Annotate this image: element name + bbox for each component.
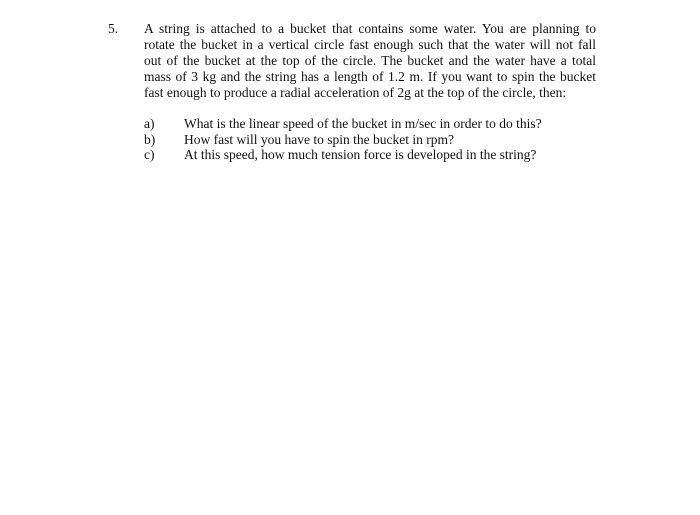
sub-question-text: How fast will you have to spin the bucket in rpm? <box>184 131 454 147</box>
problem-line: mass of 3 kg and the string has a length of 1.2 m. If you want to spin the bucket <box>144 69 596 84</box>
sub-question-text: At this speed, how much tension force is developed in the string? <box>184 147 537 162</box>
sub-question-text: What is the linear speed of the bucket in m/sec in order to do this? <box>184 116 542 131</box>
sub-question-c <box>144 147 604 163</box>
sub-question-list <box>144 116 604 163</box>
problem-line: out of the bucket at the top of the circle. The bucket and the water have a total <box>144 53 596 68</box>
sub-question-label: c) <box>144 147 155 162</box>
problem-line: rotate the bucket in a vertical circle fast enough such that the water will not fall <box>144 37 596 52</box>
sub-question-label: b) <box>144 131 156 147</box>
problem-line: fast enough to produce a radial acceleration of 2g at the top of the circle, then: <box>144 85 567 100</box>
sub-question-b <box>144 132 604 148</box>
problem-statement <box>144 21 596 101</box>
sub-question-a <box>144 116 604 132</box>
problem-line: A string is attached to a bucket that contains some water. You are planning to <box>144 21 596 36</box>
problem-number: 5. <box>108 21 119 36</box>
sub-question-label: a) <box>144 116 155 131</box>
